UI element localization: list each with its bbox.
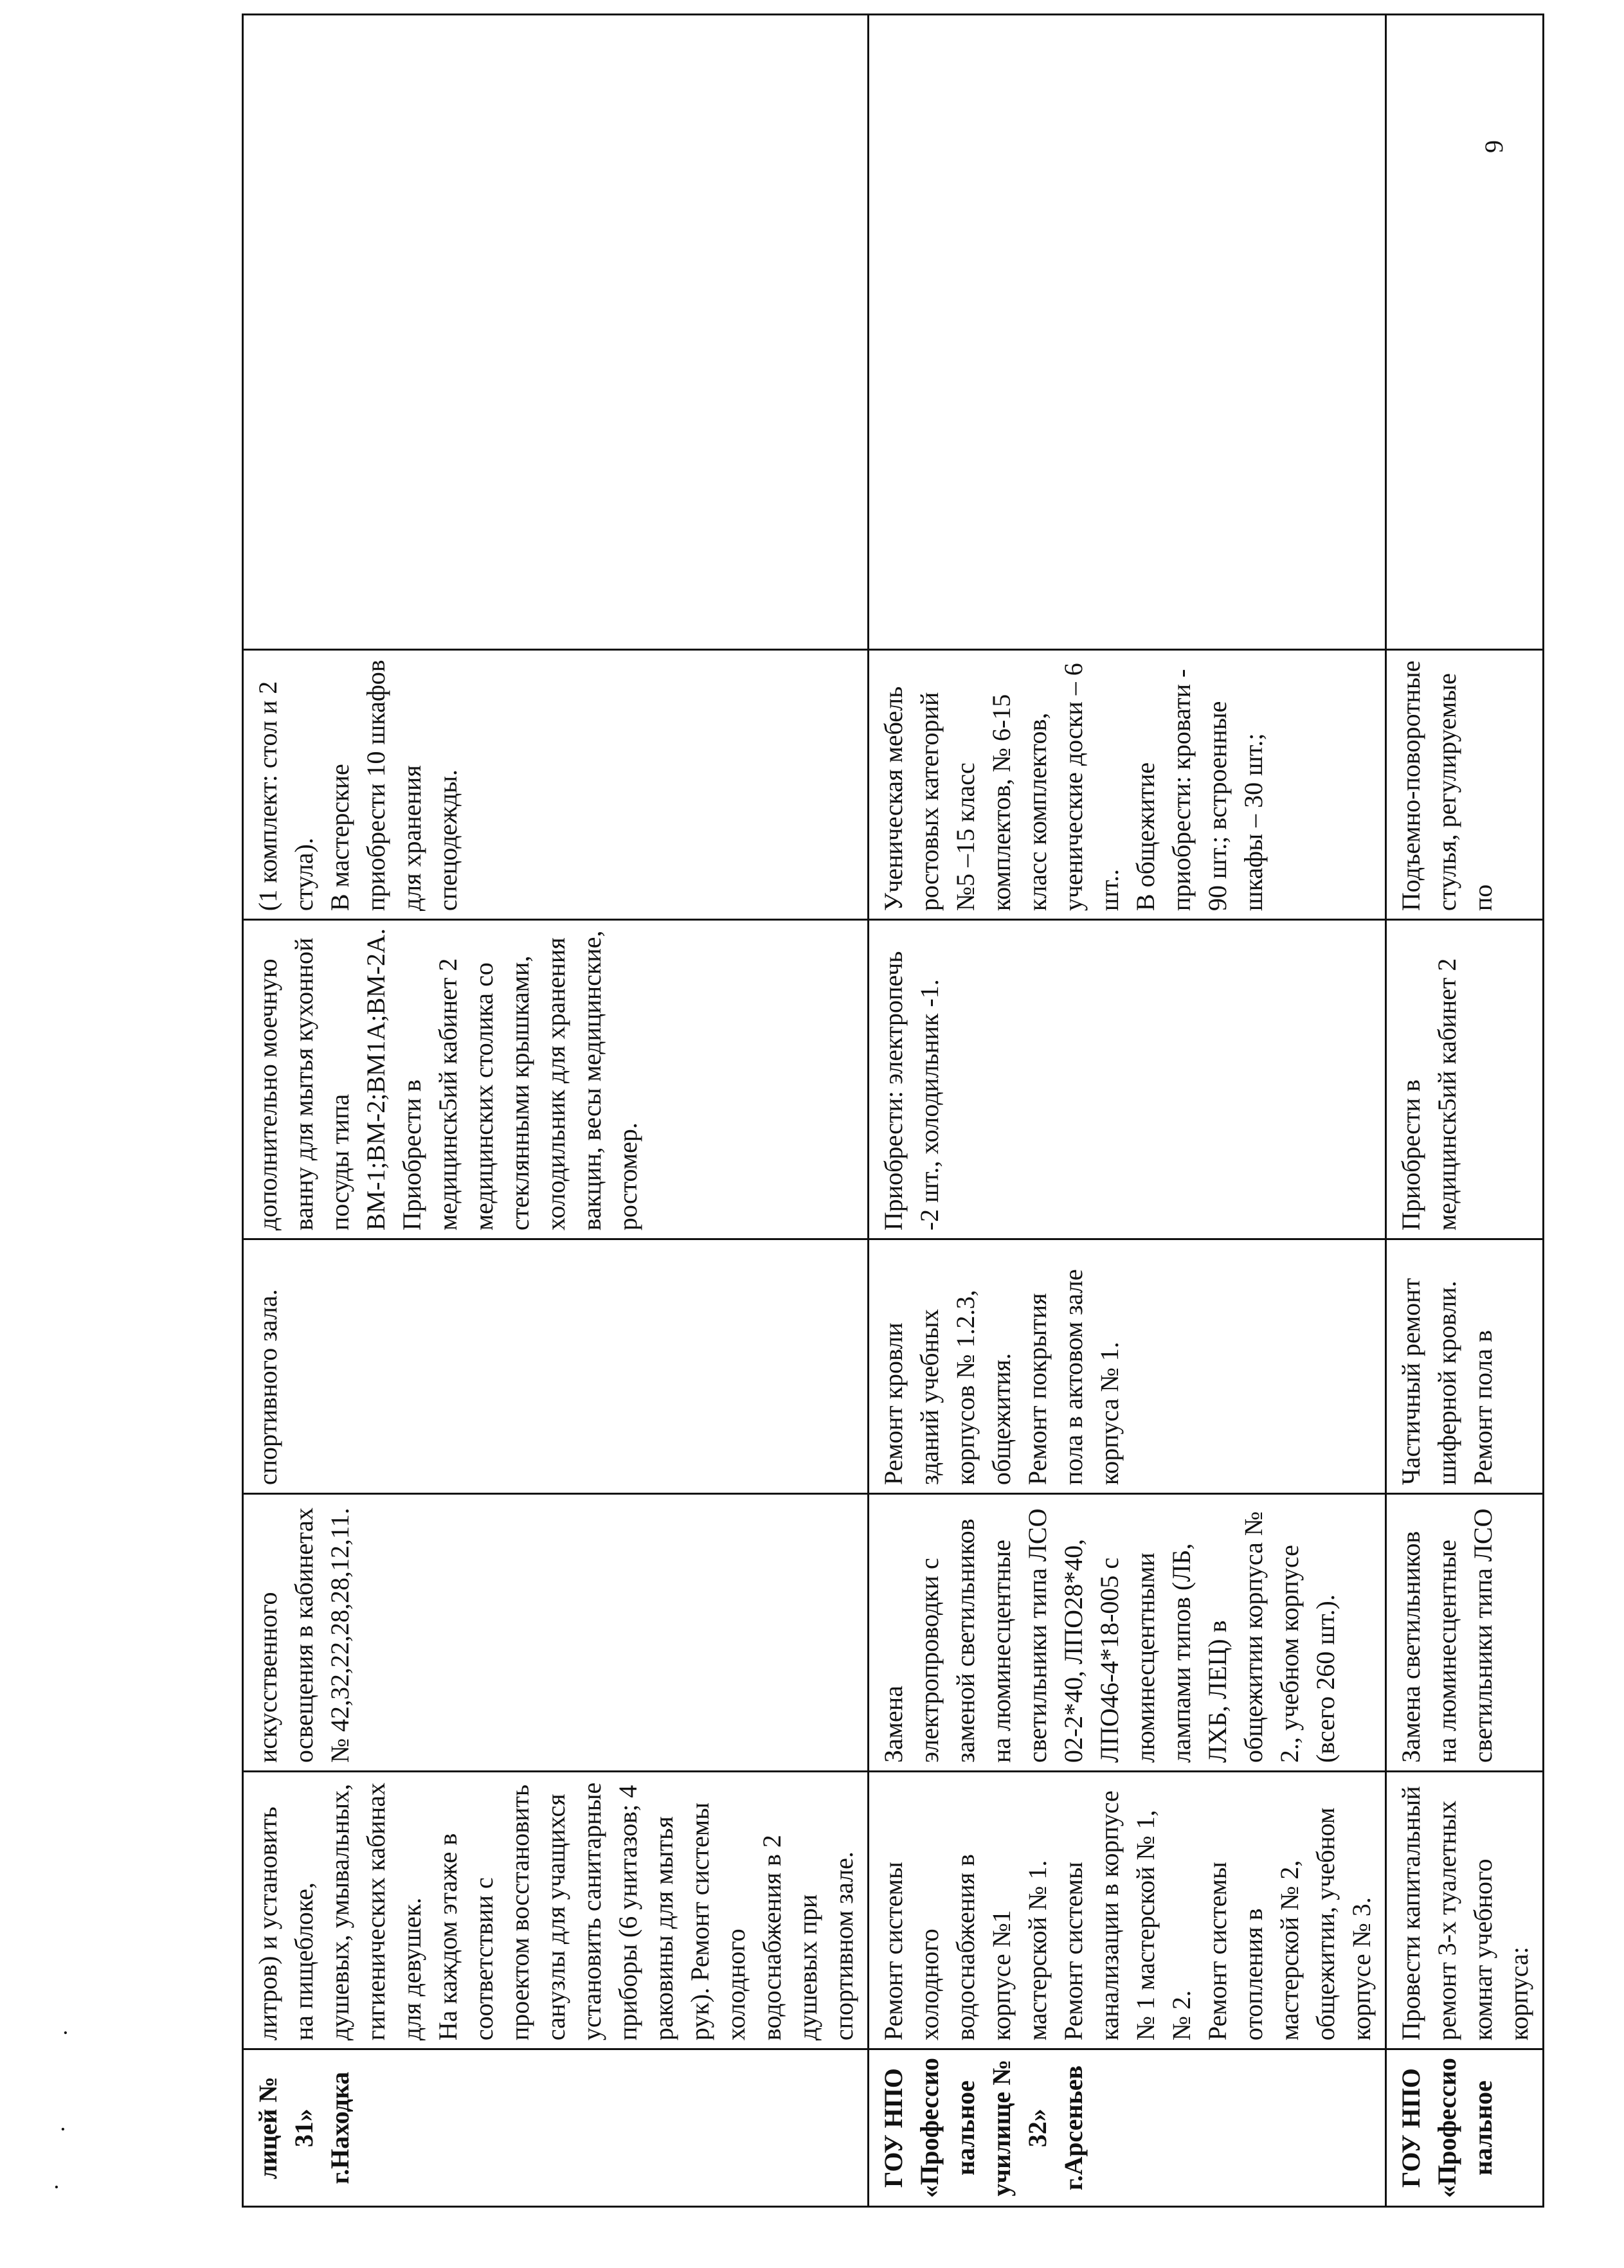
water-supply-cell: Ремонт системы холодного водоснабжения в корпусе №1 мастерской № 1. Ремонт системы канализации в корпусе № 1 мастерской № 1, № 2. Ремонт системы отопления в мастерской № 2, общежитии, учебном корпусе № 3.	[869, 1772, 1386, 2049]
furniture-cell: (1 комплект: стол и 2 стула). В мастерские приобрести 10 шкафов для хранения спецодежды.	[243, 650, 869, 920]
equipment-cell: Приобрести в медицинск5ий кабинет 2	[1386, 920, 1544, 1239]
scan-speck: ·	[50, 2125, 76, 2133]
org-cell: лицей № 31» г.Находка	[243, 2049, 869, 2207]
empty-cell	[1386, 15, 1544, 650]
page-number: 9	[1479, 140, 1508, 153]
lighting-cell: искусственного освещения в кабинетах № 42,32,22,28,28,12,11.	[243, 1494, 869, 1772]
water-supply-cell: Провести капитальный ремонт 3-х туалетных комнат учебного корпуса:	[1386, 1772, 1544, 2049]
table-row	[1386, 15, 1544, 2207]
lighting-cell: Замена электропроводки с заменой светильников на люминесцентные светильники типа ЛСО 02-2*40, ЛПО28*40, ЛПО46-4*18-005 с люминесцентными лампами типов (ЛБ, ЛХБ, ЛЕЦ) в общежитии корпуса № 2., учебном корпусе (всего 260 шт.).	[869, 1494, 1386, 1772]
roof-floor-cell: Частичный ремонт шиферной кровли. Ремонт пола в	[1386, 1239, 1544, 1494]
equipment-cell: Приобрести: электропечь -2 шт., холодильник -1.	[869, 920, 1386, 1239]
org-cell: ГОУ НПО «Профессио нальное училище № 32» г.Арсеньев	[869, 2049, 1386, 2207]
table-row	[243, 15, 869, 2207]
org-cell: ГОУ НПО «Профессио нальное	[1386, 2049, 1544, 2207]
water-supply-cell: литров) и установить на пищеблоке, душевых, умывальных, гигиенических кабинах для девушек. На каждом этаже в соответствии с проектом восстановить санузлы для учащихся установить санитарные приборы (6 унитазов; 4 раковины для мытья рук). Ремонт системы холодного водоснабжения в 2 душевых при спортивном зале.	[243, 1772, 869, 2049]
furniture-cell: Подъемно-поворотные стулья, регулируемые по	[1386, 650, 1544, 920]
empty-cell	[869, 15, 1386, 650]
roof-floor-cell: спортивного зала.	[243, 1239, 869, 1494]
table-row	[869, 15, 1386, 2207]
roof-floor-cell: Ремонт кровли зданий учебных корпусов № 1.2.3, общежития. Ремонт покрытия пола в актовом зале корпуса № 1.	[869, 1239, 1386, 1494]
lighting-cell: Замена светильников на люминесцентные светильники типа ЛСО	[1386, 1494, 1544, 1772]
scan-speck: ·	[53, 2029, 78, 2037]
plan-table	[242, 14, 1544, 2208]
equipment-cell: дополнительно моечную ванну для мытья кухонной посуды типа ВМ-1;ВМ-2;ВМ1А;ВМ-2А. Приобрести в медицинск5ий кабинет 2 медицинских столика со стеклянными крышками, холодильник для хранения вакцин, весы медицинские, ростомер.	[243, 920, 869, 1239]
empty-cell	[243, 15, 869, 650]
furniture-cell: Ученическая мебель ростовых категорий №5 –15 класс комплектов, № 6-15 класс комплектов, ученические доски – 6 шт.. В общежитие приобрести: кровати - 90 шт.; встроенные шкафы – 30 шт.;	[869, 650, 1386, 920]
scan-speck: ·	[44, 2183, 69, 2191]
